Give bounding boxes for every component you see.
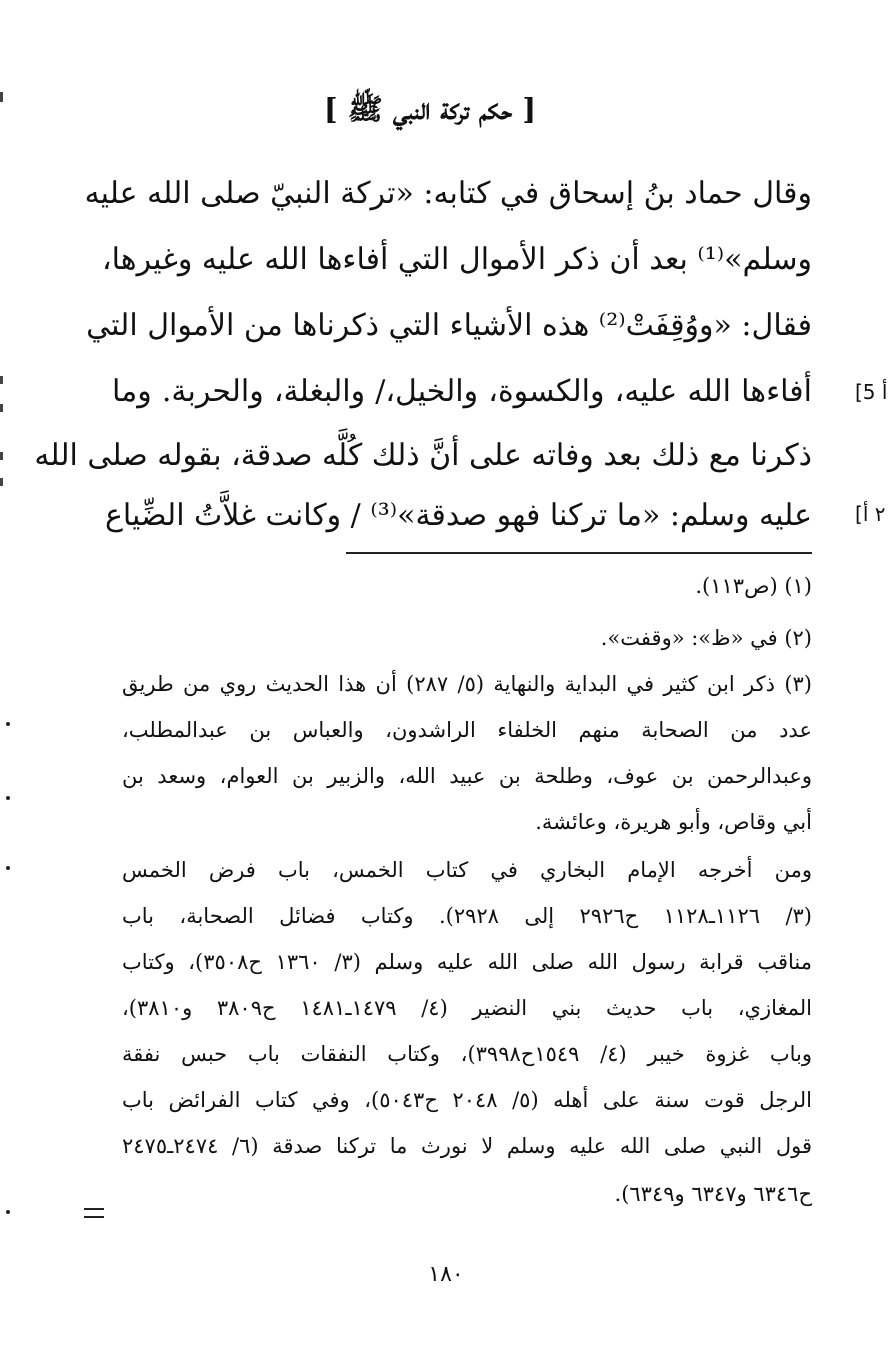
footnote-line-5: وعبدالرحمن بن عوف، وطلحة بن عبيد الله، والزبير بن العوام، وسعد بن — [122, 764, 812, 788]
page-title: [ حكم تركة النبي ﷺ ] — [323, 92, 537, 126]
footnote-line-12: الرجل قوت سنة على أهله (٥/ ٢٠٤٨ ح٥٠٤٣)، وفي كتاب الفرائض باب — [122, 1088, 812, 1112]
main-text-line-3: فقال: «ووُقِفَتْ⁽²⁾ هذه الأشياء التي ذكرناها من الأموال التي — [86, 308, 812, 343]
footnote-line-13: قول النبي صلى الله عليه وسلم لا نورث ما تركنا صدقة (٦/ ٢٤٧٤ـ٢٤٧٥ — [122, 1134, 812, 1158]
page-edge-mark — [0, 478, 3, 486]
footnote-line-14: ح٦٣٤٦ و٦٣٤٧ و٦٣٤٩). — [614, 1182, 812, 1206]
footnote-line-9: مناقب قرابة رسول الله صلى الله عليه وسلم (٣/ ١٣٦٠ ح٣٥٠٨)، وكتاب — [122, 950, 812, 974]
left-margin-mark-line-2 — [84, 1216, 104, 1218]
page-edge-mark — [0, 452, 3, 460]
footnote-line-1: (١) (ص١١٣). — [695, 574, 812, 598]
main-text-line-1: وقال حماد بنُ إسحاق في كتابه: «تركة النبيّ صلى الله عليه — [84, 176, 812, 211]
main-text-line-2: وسلم»⁽¹⁾ بعد أن ذكر الأموال التي أفاءها الله عليه وغيرها، — [101, 242, 812, 277]
left-margin-mark-line-1 — [84, 1208, 104, 1210]
left-margin-dot — [6, 722, 10, 726]
page-edge-mark — [0, 376, 3, 384]
page-edge-mark — [0, 404, 3, 412]
main-text-line-4: أفاءها الله عليه، والكسوة، والخيل،/ والبغلة، والحربة. وما — [112, 374, 812, 409]
left-margin-dot — [6, 1210, 10, 1214]
footnote-separator-rule — [346, 552, 812, 554]
main-text-line-5: ذكرنا مع ذلك بعد وفاته على أنَّ ذلك كُلَّه صدقة، بقوله صلى الله — [34, 438, 812, 473]
left-margin-dot — [6, 866, 10, 870]
main-text-line-6: عليه وسلم: «ما تركنا فهو صدقة»⁽³⁾ / وكانت غلاَّتُ الضِّياع — [104, 498, 812, 533]
footnote-line-11: وباب غزوة خيبر (٤/ ١٥٤٩ح٣٩٩٨)، وكتاب النفقات باب حبس نفقة — [122, 1042, 812, 1066]
page-number: ١٨٠ — [428, 1262, 464, 1287]
footnote-line-10: المغازي، باب حديث بني النضير (٤/ ١٤٧٩ـ١٤٨١ ح٣٨٠٩ و٣٨١٠)، — [122, 996, 812, 1020]
left-margin-dot — [6, 796, 10, 800]
footnote-line-6: أبي وقاص، وأبو هريرة، وعائشة. — [535, 810, 812, 834]
footnote-line-2: (٢) في «ظ»: «وقفت». — [600, 626, 812, 650]
footnote-line-3: (٣) ذكر ابن كثير في البداية والنهاية (٥/ ٢٨٧) أن هذا الحديث روي من طريق — [122, 672, 812, 696]
footnote-line-8: (٣/ ١١٢٦ـ١١٢٨ ح٢٩٢٦ إلى ٢٩٢٨). وكتاب فضائل الصحابة، باب — [122, 904, 812, 928]
margin-folio-mark-1: [5 أ — [855, 380, 888, 404]
footnote-line-7: ومن أخرجه الإمام البخاري في كتاب الخمس، باب فرض الخمس — [122, 858, 812, 882]
footnote-line-4: عدد من الصحابة منهم الخلفاء الراشدون، والعباس بن عبدالمطلب، — [122, 718, 812, 742]
margin-folio-mark-2: [٢ أ — [855, 502, 886, 526]
page-edge-mark — [0, 92, 3, 102]
